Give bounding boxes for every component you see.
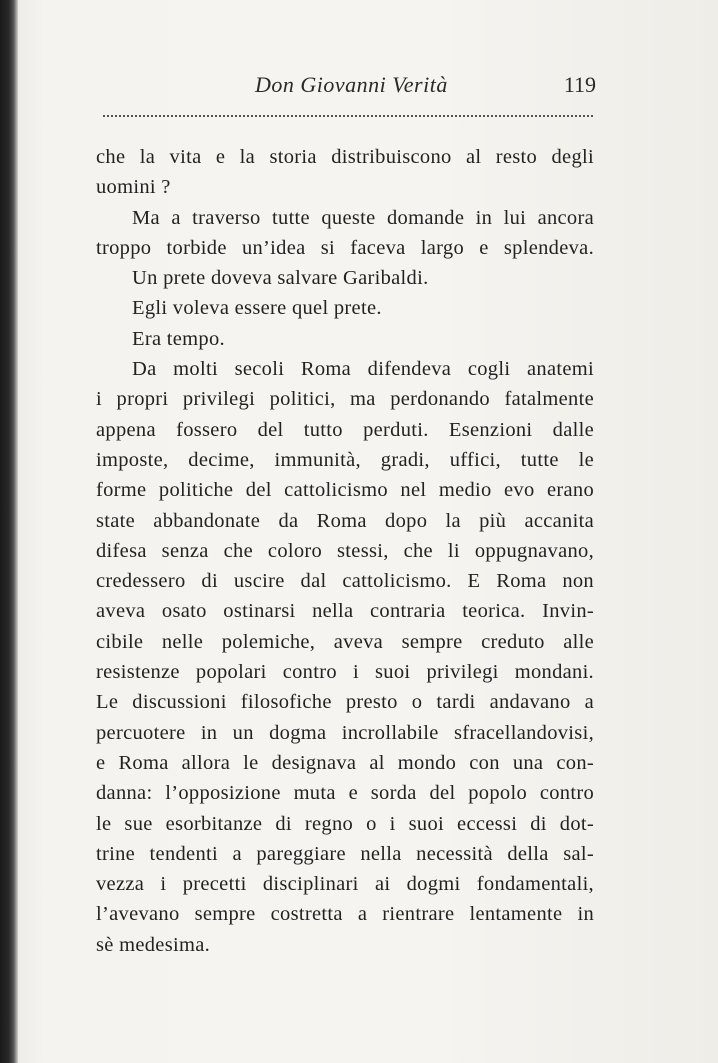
text-line: imposte, decime, immunità, gradi, uffici, tutte le bbox=[96, 448, 594, 471]
text-line: che la vita e la storia distribuiscono al resto degli bbox=[96, 146, 594, 168]
text-line: difesa senza che coloro stessi, che li oppugnavano, bbox=[96, 539, 594, 562]
text-line: resistenze popolari contro i suoi privilegi mondani. bbox=[96, 661, 594, 684]
text-line: forme politiche del cattolicismo nel medio evo erano bbox=[96, 479, 594, 502]
text-line: uomini ? bbox=[96, 176, 171, 199]
text-line: danna: l’opposizione muta e sorda del popolo contro bbox=[96, 782, 594, 805]
page-header bbox=[100, 72, 596, 102]
text-line: aveva osato ostinarsi nella contraria teorica. Invin- bbox=[96, 600, 594, 623]
text-line: le sue esorbitanze di regno o i suoi eccessi di dot- bbox=[96, 812, 594, 835]
text-line: trine tendenti a pareggiare nella necessità della sal- bbox=[96, 842, 594, 865]
text-line: Un prete doveva salvare Garibaldi. bbox=[132, 267, 429, 290]
text-line: appena fossero del tutto perduti. Esenzioni dalle bbox=[96, 418, 594, 441]
text-line: Egli voleva essere quel prete. bbox=[132, 297, 382, 320]
text-line: e Roma allora le designava al mondo con una con- bbox=[96, 751, 594, 774]
body-text bbox=[96, 142, 594, 960]
page-number: 119 bbox=[563, 72, 596, 97]
text-line: state abbandonate da Roma dopo la più accanita bbox=[96, 509, 594, 532]
text-line: vezza i precetti disciplinari ai dogmi fondamentali, bbox=[96, 873, 594, 896]
book-spine-shadow bbox=[0, 0, 18, 1063]
header-dotted-rule bbox=[103, 115, 593, 117]
text-line: credessero di uscire dal cattolicismo. E Roma non bbox=[96, 570, 594, 593]
text-line: troppo torbide un’idea si faceva largo e splendeva. bbox=[96, 236, 594, 259]
text-line: sè medesima. bbox=[96, 933, 211, 956]
text-line: Ma a traverso tutte queste domande in lui ancora bbox=[132, 206, 594, 229]
text-line: i propri privilegi politici, ma perdonando fatalmente bbox=[96, 388, 594, 411]
text-line: percuotere in un dogma incrollabile sfracellandovisi, bbox=[96, 721, 594, 744]
text-line: cibile nelle polemiche, aveva sempre creduto alle bbox=[96, 630, 594, 653]
text-line: Le discussioni filosofiche presto o tardi andavano a bbox=[96, 691, 594, 714]
text-line: Era tempo. bbox=[132, 327, 225, 350]
running-title: Don Giovanni Verità bbox=[255, 72, 448, 97]
text-line: Da molti secoli Roma difendeva cogli anatemi bbox=[132, 358, 594, 381]
text-line: l’avevano sempre costretta a rientrare lentamente in bbox=[96, 903, 594, 926]
